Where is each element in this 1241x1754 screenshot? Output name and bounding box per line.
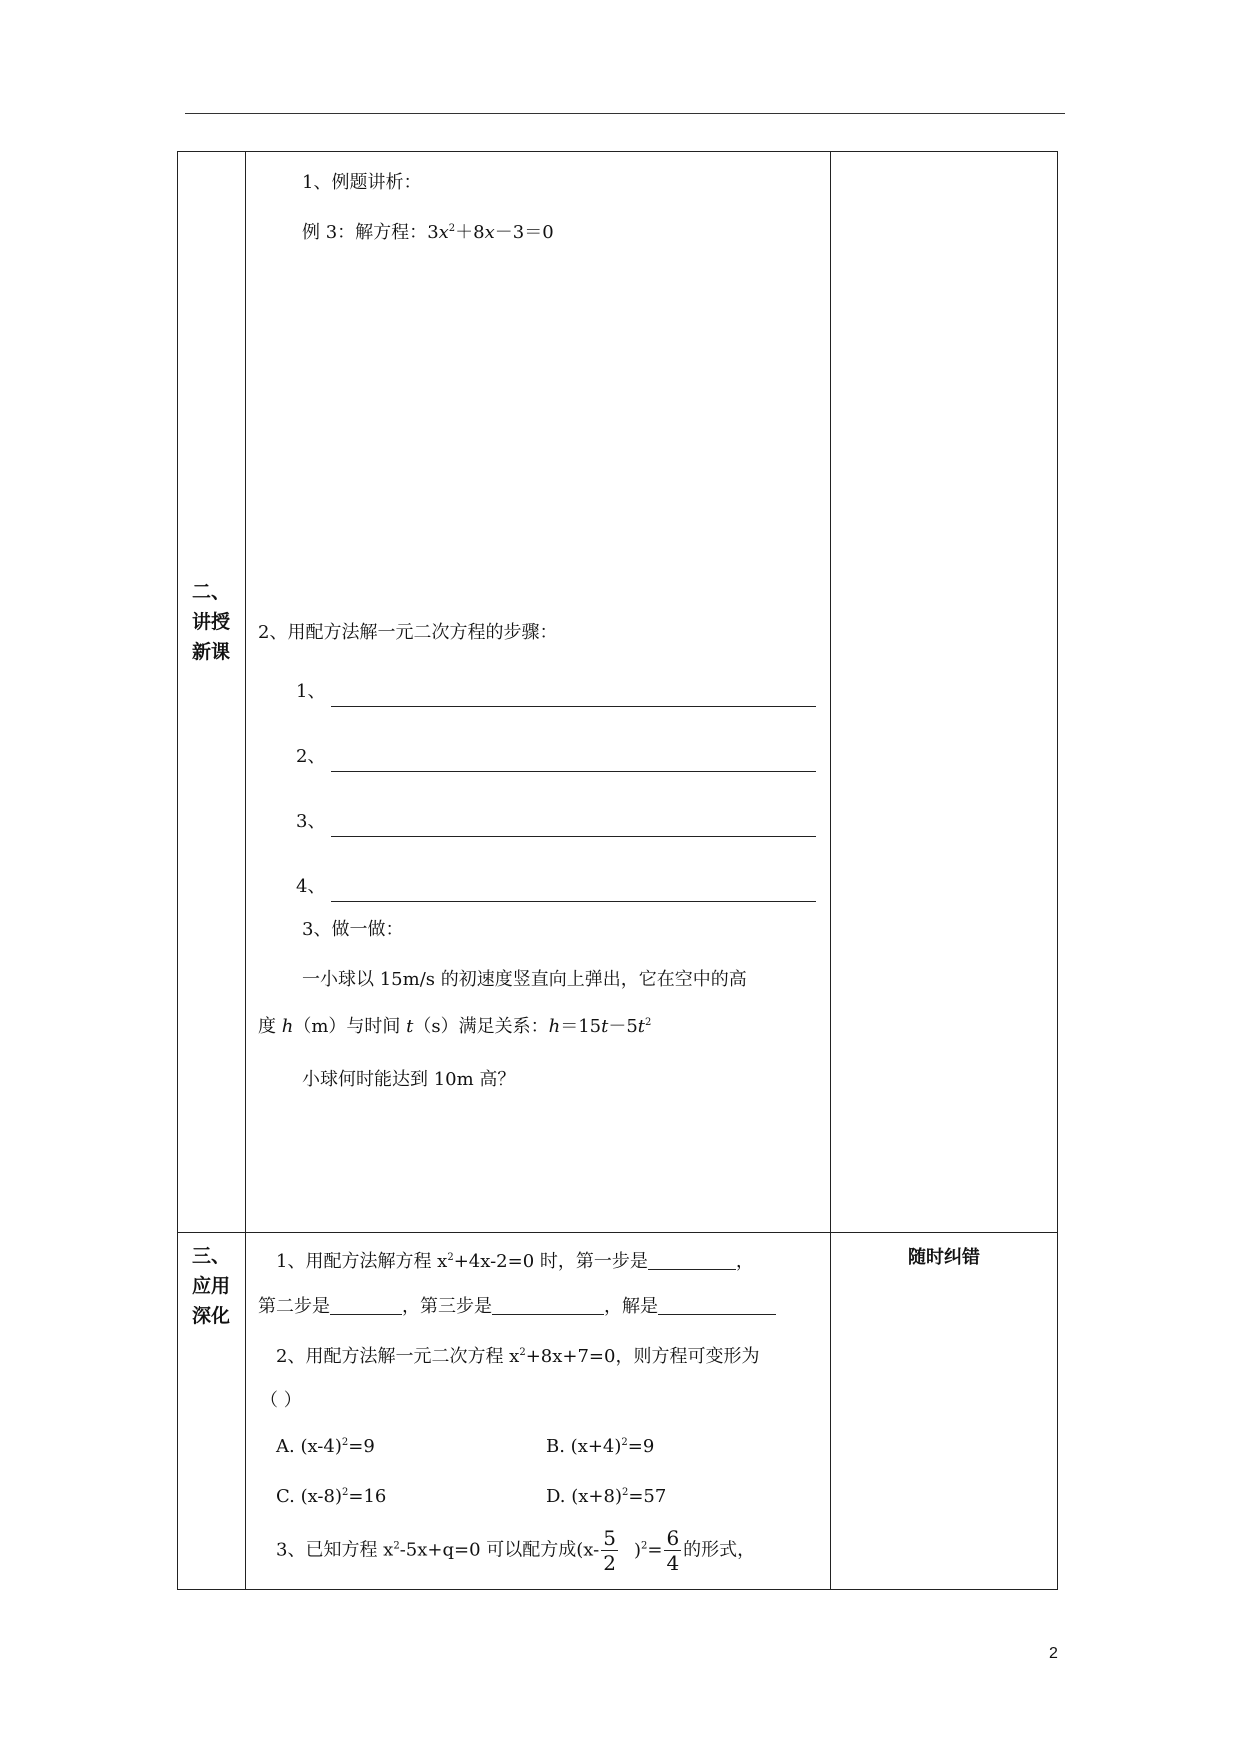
text-part: +8x+7=0，则方程可变形为 xyxy=(525,1346,760,1367)
fraction xyxy=(601,1526,618,1575)
text-part: A. (x-4) xyxy=(276,1436,342,1457)
label-line: 深化 xyxy=(192,1305,231,1327)
text-part: ， xyxy=(735,1251,754,1272)
step-number: 1、 xyxy=(296,681,326,702)
eq-exponent: 2 xyxy=(448,223,456,234)
section-label xyxy=(192,577,230,667)
math-exponent: 2 xyxy=(519,1347,526,1358)
math-exponent: 2 xyxy=(645,1017,652,1028)
math-var: h xyxy=(281,1016,294,1037)
text-part: D. (x+8) xyxy=(546,1486,622,1507)
text-part: 的形式， xyxy=(683,1539,756,1561)
step-item xyxy=(296,677,816,707)
label-line: 三、 xyxy=(192,1245,231,1267)
example-heading: 1、例题讲析： xyxy=(302,172,422,193)
question-1 xyxy=(276,1247,754,1273)
eq-var: x xyxy=(438,222,449,243)
option-b[interactable] xyxy=(546,1436,654,1457)
step-answer-blank[interactable] xyxy=(331,901,816,902)
option-d[interactable] xyxy=(546,1486,666,1507)
text-part: C. (x-8) xyxy=(276,1486,342,1507)
question-3 xyxy=(276,1526,755,1575)
math-var: t xyxy=(601,1016,609,1037)
practice-text-line xyxy=(258,1012,651,1038)
application-content-cell xyxy=(246,1233,831,1590)
fraction-denominator: 2 xyxy=(603,1551,616,1575)
text-part: ，解是 xyxy=(604,1296,658,1317)
option-c[interactable] xyxy=(276,1486,386,1507)
text-part: ＝15 xyxy=(560,1016,602,1037)
step-item xyxy=(296,742,816,772)
answer-blank-step2[interactable] xyxy=(330,1296,402,1315)
header-rule xyxy=(185,113,1065,114)
fraction xyxy=(664,1526,681,1575)
text-part: 1、用配方法解方程 x xyxy=(276,1251,448,1272)
section-label xyxy=(192,1241,230,1331)
question-1-line2 xyxy=(258,1292,776,1318)
step-number: 4、 xyxy=(296,876,326,897)
steps-heading: 2、用配方法解一元二次方程的步骤： xyxy=(258,622,558,643)
text-part: B. (x+4) xyxy=(546,1436,622,1457)
section-label-cell xyxy=(178,1233,246,1590)
math-exponent: 2 xyxy=(342,1487,349,1498)
eq-part: －3＝0 xyxy=(494,222,554,243)
example-problem xyxy=(302,218,554,244)
label-line: 讲授 xyxy=(192,611,231,633)
practice-text-line: 一小球以 15m/s 的初速度竖直向上弹出，它在空中的高 xyxy=(302,969,747,990)
text-part: =57 xyxy=(628,1486,667,1507)
text-part: =9 xyxy=(627,1436,655,1457)
math-exponent: 2 xyxy=(621,1487,629,1498)
text-part: =16 xyxy=(348,1486,387,1507)
text-part: -5x+q=0 可以配方成(x- xyxy=(399,1539,600,1561)
step-number: 2、 xyxy=(296,746,326,767)
text-part: 2、用配方法解一元二次方程 x xyxy=(276,1346,520,1367)
practice-question: 小球何时能达到 10m 高？ xyxy=(302,1069,516,1090)
math-exponent: 2 xyxy=(640,1540,648,1552)
answer-blank-step3[interactable] xyxy=(492,1296,604,1315)
label-line: 二、 xyxy=(192,581,231,603)
question-2 xyxy=(276,1342,759,1368)
fraction-numerator: 5 xyxy=(603,1526,616,1550)
application-row xyxy=(178,1233,1058,1590)
text-part: （m）与时间 xyxy=(293,1016,407,1037)
lecture-content-cell xyxy=(246,152,831,1233)
step-answer-blank[interactable] xyxy=(331,706,816,707)
math-exponent: 2 xyxy=(341,1437,349,1448)
step-answer-blank[interactable] xyxy=(331,836,816,837)
notes-cell xyxy=(831,152,1058,1233)
math-exponent: 2 xyxy=(447,1252,454,1263)
text-part: 度 xyxy=(258,1016,282,1037)
label-line: 新课 xyxy=(192,641,231,663)
lesson-plan-table xyxy=(177,151,1058,1590)
math-var: t xyxy=(637,1016,646,1037)
note-label: 随时纠错 xyxy=(908,1247,980,1268)
text-part: －5 xyxy=(608,1016,638,1037)
step-answer-blank[interactable] xyxy=(331,771,816,772)
answer-blank-step1[interactable] xyxy=(648,1251,736,1270)
practice-heading: 3、做一做： xyxy=(302,919,404,940)
text-part: =9 xyxy=(348,1436,375,1457)
text-part: 3、已知方程 x xyxy=(276,1539,394,1561)
math-var: t xyxy=(406,1016,414,1037)
notes-cell xyxy=(831,1233,1058,1590)
section-label-cell xyxy=(178,152,246,1233)
answer-blank-solution[interactable] xyxy=(658,1296,776,1315)
fraction-numerator: 6 xyxy=(666,1526,680,1550)
step-number: 3、 xyxy=(296,811,326,832)
label-line: 应用 xyxy=(192,1275,231,1297)
lecture-row xyxy=(178,152,1058,1233)
example-prefix: 例 3：解方程： xyxy=(302,222,428,243)
text-part: ，第三步是 xyxy=(402,1296,492,1317)
text-part: = xyxy=(647,1539,663,1561)
text-part: ) xyxy=(633,1539,641,1561)
math-exponent: 2 xyxy=(621,1437,628,1448)
math-var: h xyxy=(548,1016,561,1037)
text-part: （s）满足关系： xyxy=(413,1016,549,1037)
math-exponent: 2 xyxy=(393,1540,400,1552)
eq-part: ＋8 xyxy=(455,222,485,243)
step-item xyxy=(296,872,816,902)
question-2-paren: （ ） xyxy=(260,1390,302,1411)
step-item xyxy=(296,807,816,837)
eq-part: 3 xyxy=(427,222,439,243)
fraction-denominator: 4 xyxy=(666,1551,680,1575)
eq-var: x xyxy=(484,222,495,243)
text-part: +4x-2=0 时，第一步是 xyxy=(453,1251,648,1272)
text-part: 第二步是 xyxy=(258,1296,330,1317)
option-a[interactable] xyxy=(276,1436,375,1457)
page-number: 2 xyxy=(1049,1645,1058,1662)
